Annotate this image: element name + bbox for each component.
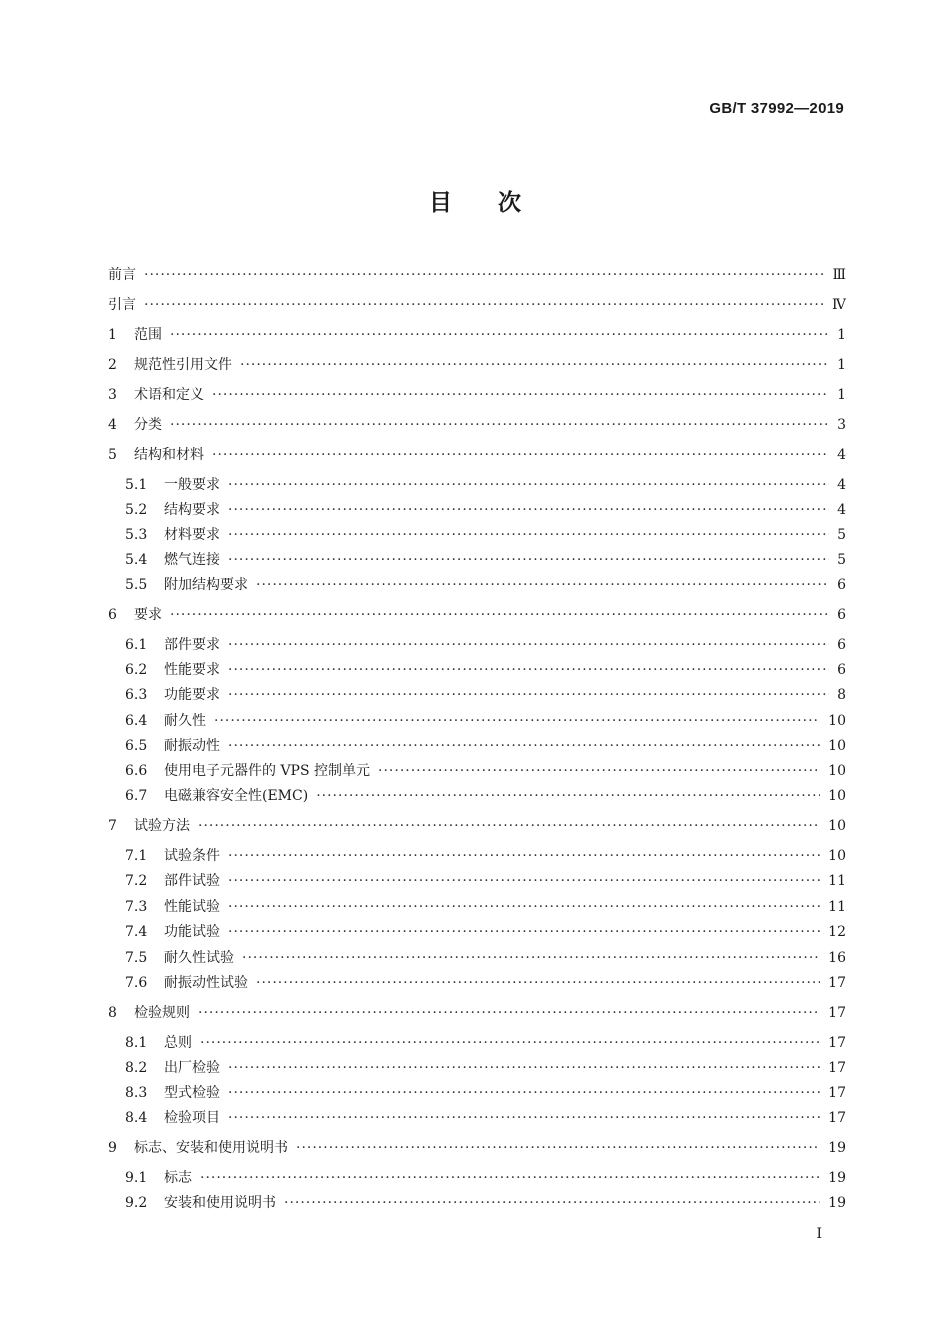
- toc-entry-number: 4: [108, 417, 117, 433]
- toc-leader-dots: [378, 763, 820, 779]
- toc-entry-page: 10: [828, 763, 846, 779]
- toc-entry-title: 结构和材料: [134, 447, 204, 463]
- toc-entry-number: 6.7: [125, 788, 148, 804]
- toc-leader-dots: [316, 788, 820, 804]
- toc-entry[interactable]: [108, 785, 846, 805]
- toc-entry[interactable]: [108, 896, 846, 916]
- toc-entry-page: 17: [828, 1035, 846, 1051]
- toc-entry-page: 4: [837, 502, 846, 518]
- toc-leader-dots: [228, 687, 829, 703]
- toc-entry-number: 7.4: [125, 924, 148, 940]
- toc-leader-dots: [256, 577, 829, 593]
- toc-entry-title: 前言: [108, 267, 136, 283]
- toc-entry-title: 耐久性试验: [164, 950, 234, 966]
- toc-entry-page: 10: [828, 738, 846, 754]
- toc-entry-number: 9.2: [125, 1195, 148, 1211]
- toc-entry[interactable]: [108, 444, 846, 464]
- toc-entry-title: 耐振动性试验: [164, 975, 248, 991]
- toc-entry[interactable]: [108, 384, 846, 404]
- toc-entry-number: 7.2: [125, 873, 148, 889]
- toc-entry-number: 6.4: [125, 713, 148, 729]
- toc-entry[interactable]: [108, 1032, 846, 1052]
- toc-entry-page: 19: [828, 1140, 846, 1156]
- toc-leader-dots: [228, 637, 829, 653]
- toc-leader-dots: [242, 950, 820, 966]
- toc-entry-number: 9: [108, 1140, 117, 1156]
- toc-entry-title: 性能要求: [164, 662, 220, 678]
- toc-entry[interactable]: [108, 947, 846, 967]
- toc-leader-dots: [170, 327, 829, 343]
- toc-leader-dots: [284, 1195, 820, 1211]
- page-number: Ⅰ: [816, 1226, 822, 1242]
- toc-entry-number: 5.5: [125, 577, 148, 593]
- toc-entry-page: Ⅲ: [832, 267, 846, 283]
- toc-leader-dots: [228, 848, 820, 864]
- toc-entry-page: 17: [828, 1005, 846, 1021]
- toc-entry[interactable]: [108, 1192, 846, 1212]
- toc-entry[interactable]: [108, 1167, 846, 1187]
- toc-leader-dots: [170, 417, 829, 433]
- toc-entry-page: 10: [828, 848, 846, 864]
- toc-entry-number: 8.1: [125, 1035, 148, 1051]
- toc-entry-number: 7: [108, 818, 117, 834]
- toc-leader-dots: [228, 502, 829, 518]
- toc-entry-page: 19: [828, 1170, 846, 1186]
- toc-entry[interactable]: [108, 735, 846, 755]
- toc-entry-title: 检验规则: [134, 1005, 190, 1021]
- toc-leader-dots: [214, 713, 820, 729]
- toc-entry-number: 2: [108, 357, 117, 373]
- toc-leader-dots: [296, 1140, 820, 1156]
- toc-entry-page: 17: [828, 975, 846, 991]
- toc-entry-page: Ⅳ: [832, 297, 846, 313]
- toc-entry-page: 10: [828, 788, 846, 804]
- toc-entry[interactable]: [108, 294, 846, 314]
- toc-entry[interactable]: [108, 1057, 846, 1077]
- toc-entry-number: 3: [108, 387, 117, 403]
- toc-entry-page: 6: [837, 577, 846, 593]
- toc-entry-page: 19: [828, 1195, 846, 1211]
- toc-entry-page: 11: [828, 899, 846, 915]
- toc-leader-dots: [228, 738, 820, 754]
- toc-entry-title: 结构要求: [164, 502, 220, 518]
- toc-leader-dots: [144, 267, 824, 283]
- toc-entry-title: 分类: [134, 417, 162, 433]
- toc-entry[interactable]: [108, 659, 846, 679]
- toc-entry[interactable]: [108, 604, 846, 624]
- toc-entry-page: 17: [828, 1085, 846, 1101]
- toc-entry-number: 5: [108, 447, 117, 463]
- toc-entry-number: 8: [108, 1005, 117, 1021]
- toc-entry-title: 一般要求: [164, 477, 220, 493]
- toc-entry-number: 7.1: [125, 848, 148, 864]
- toc-entry-title: 型式检验: [164, 1085, 220, 1101]
- toc-entry[interactable]: [108, 354, 846, 374]
- toc-entry-page: 17: [828, 1110, 846, 1126]
- toc-entry-title: 功能试验: [164, 924, 220, 940]
- toc-entry-title: 使用电子元器件的 VPS 控制单元: [164, 763, 371, 779]
- toc-entry-title: 功能要求: [164, 687, 220, 703]
- toc-entry-page: 4: [837, 447, 846, 463]
- toc-entry-title: 标志: [164, 1170, 192, 1186]
- toc-entry[interactable]: [108, 264, 846, 284]
- toc-entry-number: 7.3: [125, 899, 148, 915]
- toc-entry-title: 术语和定义: [134, 387, 204, 403]
- toc-entry[interactable]: [108, 324, 846, 344]
- toc-entry-title: 出厂检验: [164, 1060, 220, 1076]
- toc-entry-page: 3: [837, 417, 846, 433]
- toc-entry-page: 11: [828, 873, 846, 889]
- toc-leader-dots: [228, 662, 829, 678]
- toc-entry-page: 10: [828, 818, 846, 834]
- toc-entry-page: 1: [837, 387, 846, 403]
- toc-entry[interactable]: [108, 574, 846, 594]
- toc-entry[interactable]: [108, 634, 846, 654]
- toc-leader-dots: [240, 357, 829, 373]
- toc-entry-page: 8: [837, 687, 846, 703]
- toc-entry-title: 材料要求: [164, 527, 220, 543]
- toc-entry-title: 耐久性: [164, 713, 206, 729]
- toc-leader-dots: [212, 387, 829, 403]
- toc-entry-number: 5.3: [125, 527, 148, 543]
- toc-entry[interactable]: [108, 524, 846, 544]
- toc-entry-number: 5.4: [125, 552, 148, 568]
- toc-entry[interactable]: [108, 870, 846, 890]
- toc-entry[interactable]: [108, 549, 846, 569]
- toc-entry-title: 检验项目: [164, 1110, 220, 1126]
- toc-leader-dots: [228, 552, 829, 568]
- toc-entry[interactable]: [108, 1107, 846, 1127]
- toc-leader-dots: [198, 818, 820, 834]
- toc-entry-number: 6.3: [125, 687, 148, 703]
- toc-entry-title: 性能试验: [164, 899, 220, 915]
- toc-entry[interactable]: [108, 684, 846, 704]
- toc-entry-page: 4: [837, 477, 846, 493]
- toc-entry-number: 6.1: [125, 637, 148, 653]
- toc-entry[interactable]: [108, 845, 846, 865]
- toc-entry-title: 燃气连接: [164, 552, 220, 568]
- toc-entry-title: 总则: [164, 1035, 192, 1051]
- toc-entry-number: 5.1: [125, 477, 148, 493]
- toc-entry[interactable]: [108, 972, 846, 992]
- toc-entry-number: 7.6: [125, 975, 148, 991]
- toc-entry-title: 试验方法: [134, 818, 190, 834]
- toc-leader-dots: [228, 899, 820, 915]
- toc-leader-dots: [200, 1035, 820, 1051]
- toc-entry-title: 规范性引用文件: [134, 357, 232, 373]
- toc-leader-dots: [200, 1170, 820, 1186]
- toc-entry-page: 12: [828, 924, 846, 940]
- toc-leader-dots: [228, 1085, 820, 1101]
- toc-leader-dots: [198, 1005, 820, 1021]
- toc-entry-number: 6.5: [125, 738, 148, 754]
- toc-entry-page: 10: [828, 713, 846, 729]
- toc-leader-dots: [228, 924, 820, 940]
- toc-entry-number: 1: [108, 327, 117, 343]
- toc-entry[interactable]: [108, 1002, 846, 1022]
- toc-leader-dots: [228, 1110, 820, 1126]
- toc-entry-title: 部件试验: [164, 873, 220, 889]
- toc-entry-number: 6.2: [125, 662, 148, 678]
- toc-entry[interactable]: [108, 499, 846, 519]
- toc-leader-dots: [228, 527, 829, 543]
- toc-leader-dots: [228, 477, 829, 493]
- toc-entry-number: 5.2: [125, 502, 148, 518]
- toc-entry-page: 1: [837, 357, 846, 373]
- toc-entry-title: 标志、安装和使用说明书: [134, 1140, 288, 1156]
- toc-entry-number: 6: [108, 607, 117, 623]
- toc-entry-title: 要求: [134, 607, 162, 623]
- toc-entry[interactable]: [108, 815, 846, 835]
- toc-entry[interactable]: [108, 1082, 846, 1102]
- toc-entry[interactable]: [108, 760, 846, 780]
- toc-entry-page: 5: [837, 552, 846, 568]
- toc-entry-title: 安装和使用说明书: [164, 1195, 276, 1211]
- toc-entry[interactable]: [108, 414, 846, 434]
- toc-entry-number: 9.1: [125, 1170, 148, 1186]
- toc-entry-title: 试验条件: [164, 848, 220, 864]
- page-title: 目 次: [429, 190, 521, 216]
- toc-entry-number: 8.4: [125, 1110, 148, 1126]
- toc-entry[interactable]: [108, 710, 846, 730]
- toc-entry[interactable]: [108, 474, 846, 494]
- toc-entry-title: 电磁兼容安全性(EMC): [164, 788, 309, 804]
- toc-leader-dots: [144, 297, 824, 313]
- toc-leader-dots: [212, 447, 829, 463]
- toc-entry-page: 6: [837, 637, 846, 653]
- toc-entry-number: 8.3: [125, 1085, 148, 1101]
- toc-leader-dots: [256, 975, 820, 991]
- toc-entry-number: 6.6: [125, 763, 148, 779]
- toc-entry-page: 17: [828, 1060, 846, 1076]
- toc-entry-page: 1: [837, 327, 846, 343]
- toc-leader-dots: [170, 607, 829, 623]
- toc-entry[interactable]: [108, 1137, 846, 1157]
- toc-entry-page: 5: [837, 527, 846, 543]
- toc-entry-page: 6: [837, 662, 846, 678]
- toc-leader-dots: [228, 873, 820, 889]
- standard-code: GB/T 37992—2019: [709, 100, 844, 117]
- toc-entry-title: 范围: [134, 327, 162, 343]
- toc-entry-title: 引言: [108, 297, 136, 313]
- toc-entry-page: 16: [828, 950, 846, 966]
- toc-entry-number: 8.2: [125, 1060, 148, 1076]
- toc-entry-page: 6: [837, 607, 846, 623]
- toc-leader-dots: [228, 1060, 820, 1076]
- toc-entry-title: 耐振动性: [164, 738, 220, 754]
- toc-entry[interactable]: [108, 921, 846, 941]
- toc-entry-number: 7.5: [125, 950, 148, 966]
- toc-entry-title: 部件要求: [164, 637, 220, 653]
- toc-entry-title: 附加结构要求: [164, 577, 248, 593]
